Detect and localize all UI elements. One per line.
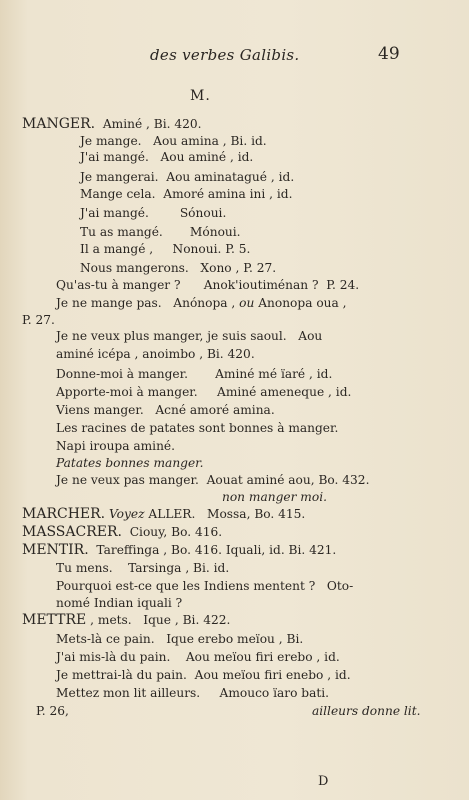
text-run: Apporte-moi à manger. Aminé ameneque , id.: [56, 385, 352, 399]
text-line: [80, 260, 276, 276]
text-run: Anonopa oua ,: [254, 296, 347, 310]
text-line: [56, 560, 229, 576]
text-line: [22, 312, 55, 328]
text-run: Patates bonnes manger.: [56, 456, 204, 470]
text-run: , mets. Ique , Bi. 422.: [86, 613, 231, 627]
text-line: [222, 489, 327, 505]
text-run: Aminé , Bi. 420.: [95, 117, 202, 131]
text-run: ALLER. Mossa, Bo. 415.: [144, 507, 306, 521]
text-run: J'ai mis-là du pain. Aou meïou firi erebo , id.: [56, 650, 340, 664]
text-line: [312, 703, 420, 719]
text-line: [22, 612, 230, 628]
text-run: Je ne veux pas manger. Aouat aminé aou, Bo. 432.: [56, 473, 370, 487]
running-title: des verbes Galibis.: [150, 46, 300, 64]
text-line: [56, 384, 351, 400]
text-run: Mets-là ce pain. Ique erebo meïou , Bi.: [56, 632, 304, 646]
text-line: [56, 578, 353, 594]
text-line: [80, 169, 294, 185]
text-run: ailleurs donne lit.: [312, 704, 421, 718]
text-line: [56, 420, 338, 436]
text-run: Napi iroupa aminé.: [56, 439, 176, 453]
text-run: MENTIR.: [22, 542, 89, 558]
text-run: Je mange. Aou amina , Bi. id.: [80, 134, 267, 148]
text-line: [22, 524, 222, 540]
text-line: [22, 506, 305, 522]
text-line: [56, 438, 175, 454]
text-run: P. 26,: [36, 704, 69, 718]
text-run: MARCHER.: [22, 506, 106, 522]
page-number: 49: [378, 44, 400, 64]
text-line: [36, 703, 69, 719]
text-line: [22, 116, 202, 132]
text-run: Mettez mon lit ailleurs. Amouco ïaro bati.: [56, 686, 330, 700]
text-line: [56, 631, 303, 647]
text-line: [56, 328, 322, 344]
text-run: Qu'as-tu à manger ? Anok'ioutiménan ? P. 24.: [56, 278, 360, 292]
text-line: [56, 366, 332, 382]
text-line: [56, 346, 255, 362]
text-line: [80, 205, 226, 221]
text-run: Ciouy, Bo. 416.: [121, 525, 223, 539]
text-run: Nous mangerons. Xono , P. 27.: [80, 261, 277, 275]
text-run: J'ai mangé. Sónoui.: [80, 206, 227, 220]
text-run: Donne-moi à manger. Aminé mé ïaré , id.: [56, 367, 333, 381]
text-run: METTRE: [22, 612, 87, 628]
text-line: [56, 277, 359, 293]
text-line: [80, 149, 253, 165]
text-run: J'ai mangé. Aou aminé , id.: [80, 150, 254, 164]
text-run: Il a mangé , Nonoui. P. 5.: [80, 242, 251, 256]
text-run: Je ne veux plus manger, je suis saoul. Aou: [56, 329, 323, 343]
text-line: [80, 224, 241, 240]
text-run: nomé Indian iquali ?: [56, 596, 183, 610]
text-run: MASSACRER.: [22, 524, 122, 540]
text-line: [80, 133, 267, 149]
text-run: Voyez: [109, 507, 145, 521]
text-run: Mange cela. Amoré amina ini , id.: [80, 187, 293, 201]
text-line: [56, 472, 369, 488]
text-line: [80, 241, 250, 257]
text-run: P. 27.: [22, 313, 55, 327]
signature-mark: D: [318, 774, 329, 789]
text-run: Viens manger. Acné amoré amina.: [56, 403, 275, 417]
text-run: Je ne mange pas. Anónopa ,: [56, 296, 240, 310]
text-line: [56, 685, 329, 701]
text-run: aminé icépa , anoimbo , Bi. 420.: [56, 347, 255, 361]
text-run: Les racines de patates sont bonnes à manger.: [56, 421, 339, 435]
text-line: [56, 402, 275, 418]
text-line: [56, 295, 347, 311]
text-run: Tu mens. Tarsinga , Bi. id.: [56, 561, 230, 575]
text-run: Je mangerai. Aou aminatagué , id.: [80, 170, 295, 184]
text-run: Je mettrai-là du pain. Aou meïou firi enebo , id.: [56, 668, 351, 682]
text-run: non manger moi.: [222, 490, 327, 504]
text-run: Tu as mangé. Mónoui.: [80, 225, 241, 239]
text-run: Tareffinga , Bo. 416. Iquali, id. Bi. 421.: [88, 543, 337, 557]
text-line: [56, 595, 182, 611]
section-letter: M.: [190, 88, 211, 104]
text-run: ou: [239, 296, 255, 310]
text-line: [22, 542, 336, 558]
text-line: [56, 455, 204, 471]
text-line: [56, 667, 351, 683]
text-line: [56, 649, 340, 665]
text-run: MANGER.: [22, 116, 96, 132]
text-line: [80, 186, 292, 202]
text-run: Pourquoi est-ce que les Indiens mentent ? Oto-: [56, 579, 354, 593]
